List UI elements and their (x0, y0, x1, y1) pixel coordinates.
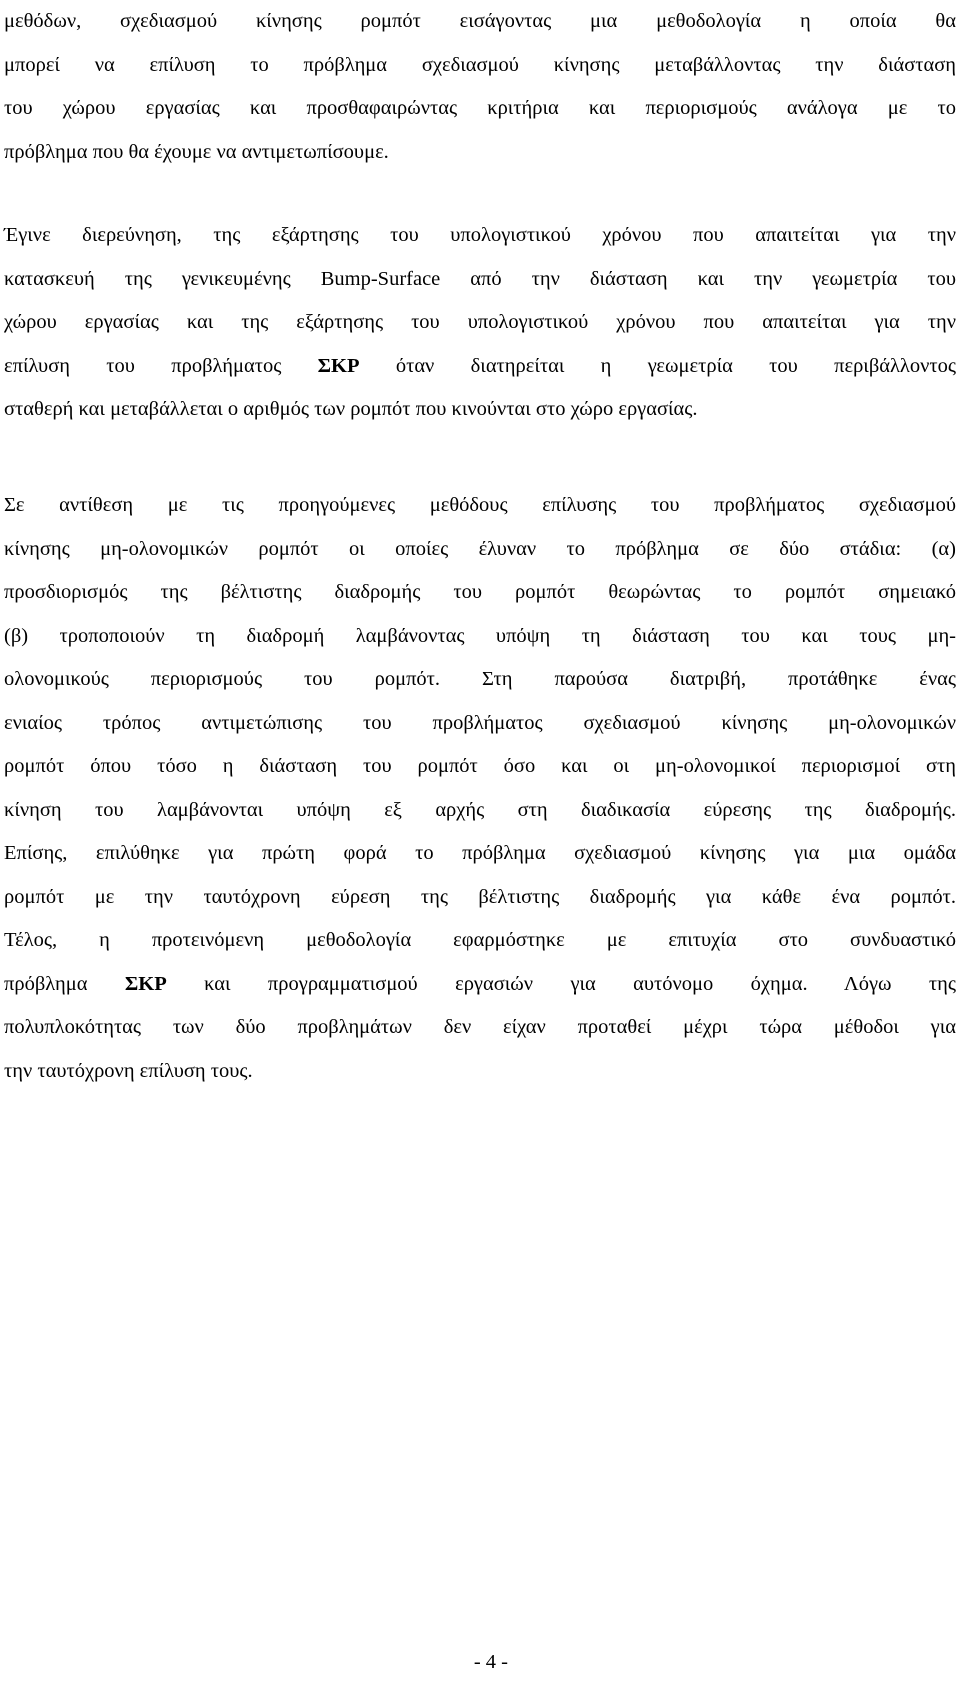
text-line-with-bold (4, 345, 956, 389)
paragraph-contrast-methods (4, 484, 956, 1093)
text-line: μπορεί να επίλυση το πρόβλημα σχεδιασμού κίνησης μεταβάλλοντας την διάσταση (4, 53, 956, 76)
text-line: ολονομικούς περιορισμούς του ρομπότ. Στη παρούσα διατριβή, προτάθηκε ένας (4, 668, 956, 690)
bold-term-skp: ΣΚΡ (124, 972, 167, 995)
text-line: κίνησης μη-ολονομικών ρομπότ οι οποίες έλυναν το πρόβλημα σε δύο στάδια: (α) (4, 537, 956, 560)
text-line: χώρου εργασίας και της εξάρτησης του υπολογιστικού χρόνου που απαιτείται για την (4, 311, 956, 333)
text-line: Τέλος, η προτεινόμενη μεθοδολογία εφαρμόστηκε με επιτυχία στο συνδυαστικό (4, 929, 956, 951)
paragraph-methodology-intro (4, 0, 956, 174)
text-line: μεθόδων, σχεδιασμού κίνησης ρομπότ εισάγοντας μια μεθοδολογία η οποία θα (4, 10, 956, 32)
text-line: (β) τροποποιούν τη διαδρομή λαμβάνοντας υπόψη τη διάσταση του και τους μη- (4, 624, 956, 647)
text-line: σταθερή και μεταβάλλεται ο αριθμός των ρομπότ που κινούνται στο χώρο εργασίας. (4, 398, 698, 420)
text-line: Επίσης, επιλύθηκε για πρώτη φορά το πρόβλημα σχεδιασμού κίνησης για μια ομάδα (4, 842, 956, 864)
text-line: ρομπότ με την ταυτόχρονη εύρεση της βέλτιστης διαδρομής για κάθε ένα ρομπότ. (4, 885, 956, 908)
paragraph-computational-time (4, 214, 956, 432)
text-line: ρομπότ όπου τόσο η διάσταση του ρομπότ όσο και οι μη-ολονομικοί περιορισμοί στη (4, 755, 956, 777)
page-number: - 4 - (473, 1651, 508, 1673)
text-line: Έγινε διερεύνηση, της εξάρτησης του υπολογιστικού χρόνου που απαιτείται για την (4, 224, 956, 246)
text-fragment: επίλυση του προβλήματος (4, 354, 318, 377)
text-line: προσδιορισμός της βέλτιστης διαδρομής του ρομπότ θεωρώντας το ρομπότ σημειακό (4, 581, 956, 603)
text-line: πρόβλημα που θα έχουμε να αντιμετωπίσουμε. (4, 140, 389, 163)
text-line: την ταυτόχρονη επίλυση τους. (4, 1059, 253, 1082)
page-number-footer (0, 1650, 960, 1674)
text-fragment: πρόβλημα (4, 972, 125, 995)
bold-term-skp: ΣΚΡ (317, 354, 360, 377)
text-line: του χώρου εργασίας και προσθαφαιρώντας κριτήρια και περιορισμούς ανάλογα με το (4, 97, 956, 119)
text-fragment: όταν διατηρείται η γεωμετρία του περιβάλλοντος (359, 354, 957, 377)
text-line: ενιαίος τρόπος αντιμετώπισης του προβλήματος σχεδιασμού κίνησης μη-ολονομικών (4, 711, 956, 734)
text-line-with-bold (4, 963, 956, 1007)
text-line: Σε αντίθεση με τις προηγούμενες μεθόδους επίλυσης του προβλήματος σχεδιασμού (4, 494, 956, 516)
text-fragment: και προγραμματισμού εργασιών για αυτόνομο όχημα. Λόγω της (166, 972, 956, 995)
text-line: κατασκευή της γενικευμένης Bump-Surface από την διάσταση και την γεωμετρία του (4, 267, 956, 290)
text-line: κίνηση του λαμβάνονται υπόψη εξ αρχής στη διαδικασία εύρεσης της διαδρομής. (4, 798, 956, 821)
text-line: πολυπλοκότητας των δύο προβλημάτων δεν είχαν προταθεί μέχρι τώρα μέθοδοι για (4, 1016, 956, 1038)
